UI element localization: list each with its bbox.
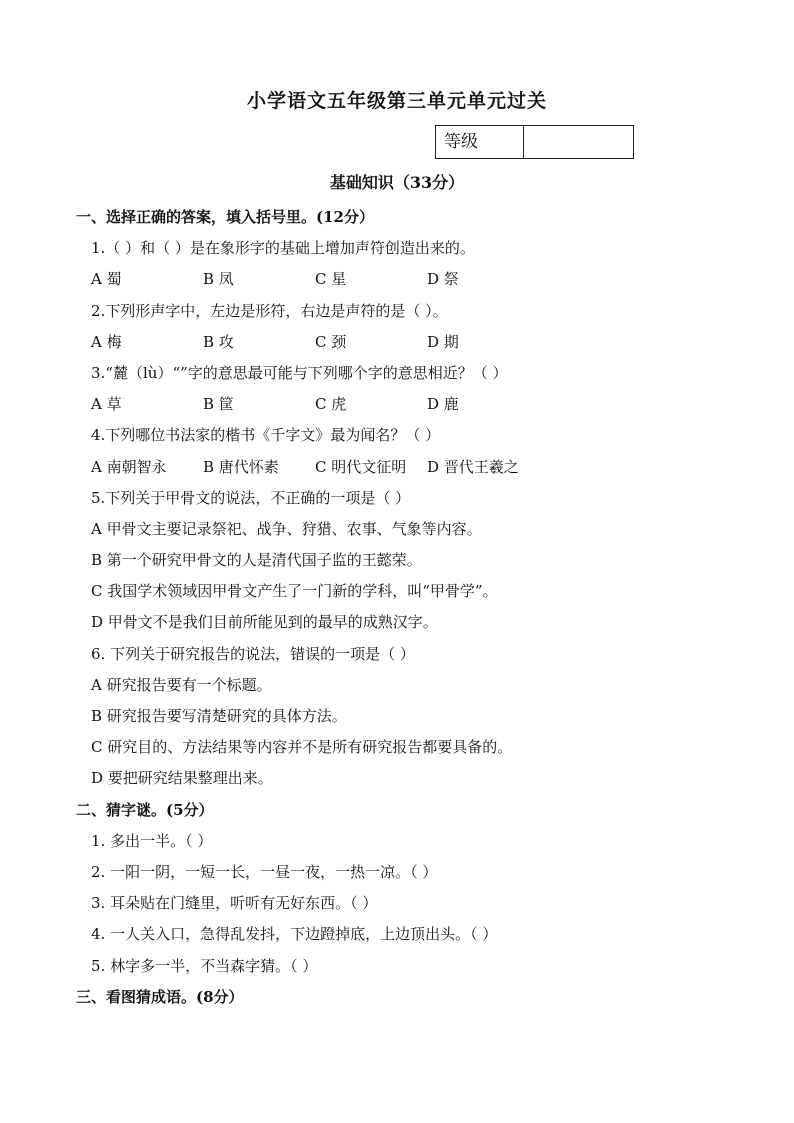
option: A 梅 bbox=[91, 332, 122, 351]
question-5-option-a: A 甲骨文主要记录祭祀、战争、狩猎、农事、气象等内容。 bbox=[91, 519, 482, 538]
option: D 鹿 bbox=[427, 395, 459, 414]
question-3-options bbox=[76, 389, 756, 420]
option: A 蜀 bbox=[91, 270, 122, 289]
grade-value-field[interactable] bbox=[524, 126, 633, 158]
question-6-option-b: B 研究报告要写清楚研究的具体方法。 bbox=[91, 707, 347, 725]
question-1: 1.（ ）和（ ）是在象形字的基础上增加声符创造出来的。 bbox=[91, 239, 475, 258]
exam-content bbox=[76, 202, 756, 1013]
grade-label: 等级 bbox=[436, 126, 524, 158]
page-title: 小学语文五年级第三单元单元过关 bbox=[246, 90, 547, 112]
question-5-option-b: B 第一个研究甲骨文的人是清代国子监的王懿荣。 bbox=[91, 551, 422, 570]
option: B 攻 bbox=[203, 332, 234, 351]
section1-heading: 一、选择正确的答案，填入括号里。(12分） bbox=[76, 208, 374, 226]
riddle-1: 1. 多出一半。（ ） bbox=[91, 831, 213, 850]
option: C 虎 bbox=[315, 395, 347, 414]
grade-box bbox=[435, 125, 634, 159]
section2-heading: 二、猜字谜。(5分） bbox=[76, 800, 214, 819]
question-6-option-d: D 要把研究结果整理出来。 bbox=[91, 769, 273, 788]
option: C 星 bbox=[315, 270, 347, 289]
question-5: 5.下列关于甲骨文的说法，不正确的一项是（ ） bbox=[91, 488, 411, 507]
option: D 晋代王羲之 bbox=[427, 457, 519, 476]
question-1-options bbox=[76, 264, 756, 295]
riddle-3: 3. 耳朵贴在门缝里，听听有无好东西。（ ） bbox=[91, 894, 378, 913]
option: D 期 bbox=[427, 332, 459, 351]
question-4-options bbox=[76, 452, 756, 483]
question-6: 6. 下列关于研究报告的说法，错误的一项是（ ） bbox=[91, 644, 415, 663]
question-5-option-d: D 甲骨文不是我们目前所能见到的最早的成熟汉字。 bbox=[91, 613, 438, 632]
option: B 凤 bbox=[203, 270, 234, 289]
option: A 草 bbox=[91, 395, 122, 414]
section-subtitle: 基础知识（33分） bbox=[329, 173, 465, 192]
option: A 南朝智永 bbox=[91, 457, 167, 476]
option: C 颈 bbox=[315, 332, 347, 351]
section3-heading: 三、看图猜成语。(8分） bbox=[76, 987, 244, 1006]
riddle-5: 5. 林字多一半，不当森字猜。（ ） bbox=[91, 956, 318, 975]
option: C 明代文征明 bbox=[315, 457, 407, 476]
riddle-2: 2. 一阳一阴，一短一长，一昼一夜，一热一凉。（ ） bbox=[91, 862, 438, 881]
question-6-option-c: C 研究目的、方法结果等内容并不是所有研究报告都要具备的。 bbox=[91, 738, 513, 757]
question-6-option-a: A 研究报告要有一个标题。 bbox=[91, 675, 272, 694]
question-3: 3.“麓（lù）“”字的意思最可能与下列哪个字的意思相近？（ ） bbox=[91, 363, 508, 382]
question-5-option-c: C 我国学术领域因甲骨文产生了一门新的学科，叫“甲骨学”。 bbox=[91, 582, 498, 601]
question-2-options bbox=[76, 327, 756, 358]
question-4: 4.下列哪位书法家的楷书《千字文》最为闻名？（ ） bbox=[91, 426, 441, 445]
riddle-4: 4. 一人关入口，急得乱发抖，下边蹬掉底，上边顶出头。（ ） bbox=[91, 925, 498, 944]
option: D 祭 bbox=[427, 270, 459, 289]
option: B 唐代怀素 bbox=[203, 457, 279, 476]
question-2: 2.下列形声字中，左边是形符，右边是声符的是（ ）。 bbox=[91, 301, 448, 320]
option: B 筐 bbox=[203, 395, 234, 414]
